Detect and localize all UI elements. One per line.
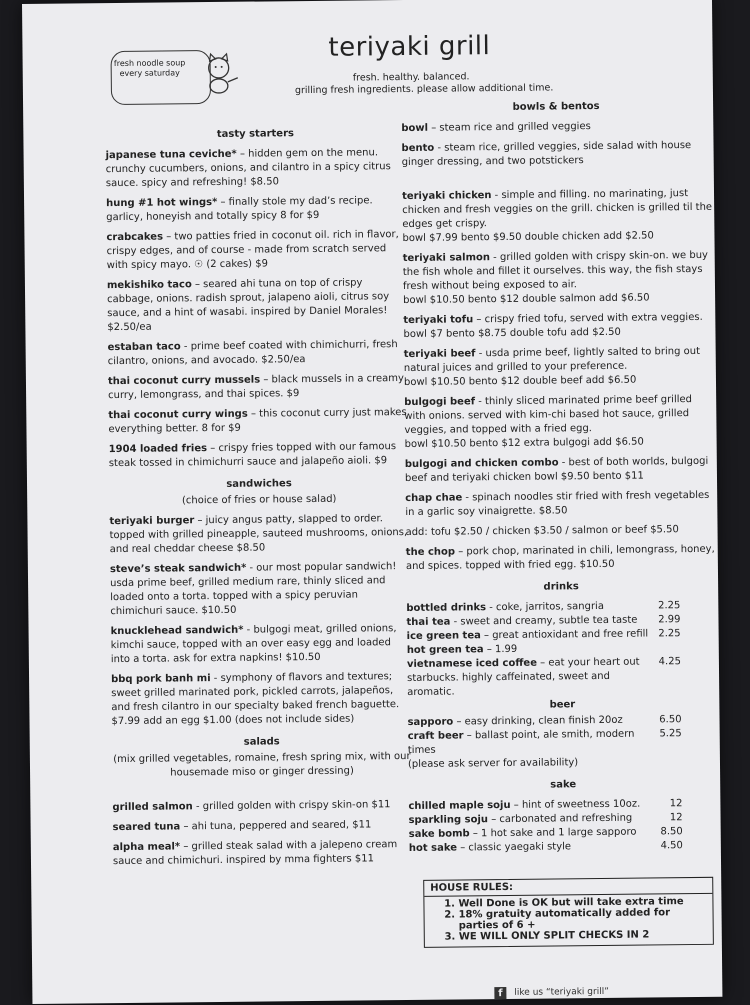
item-description: - simple and filling. no marinating, just chicken and fresh veggies on the grill. chicken is grilled til the edges get crispy. — [402, 188, 713, 231]
section-title-drinks: drinks — [543, 581, 579, 593]
item-description: - symphony of flavors and textures; sweet grilled marinated pork, pickled carrots, jalapeños, and fresh cilantro in our specialty baked french baguette. $7.99 add an egg $1.00 (does not include sides) — [111, 671, 400, 728]
tagline-sub: grilling fresh ingredients. please allow additional time. — [294, 82, 554, 97]
drink-description: – hint of sweetness 10oz. — [510, 798, 641, 811]
item-price: bowl $10.50 bento $12 double beef add $6.50 — [403, 374, 637, 389]
item-description: - grilled golden with crispy skin-on $11 — [192, 799, 391, 813]
drink-name: vietnamese iced coffee — [406, 657, 538, 671]
drink-price — [681, 641, 717, 655]
item-name: steve’s steak sandwich* — [109, 562, 247, 576]
drink-name: chilled maple soju — [408, 799, 511, 812]
item-name: thai coconut curry mussels — [107, 374, 261, 388]
drink-description: – carbonated and refreshing — [487, 812, 633, 826]
drink-description: – great antioxidant and free refill — [480, 628, 649, 642]
item-name: japanese tuna ceviche* — [105, 148, 237, 162]
drink-label — [407, 643, 518, 658]
menu-item — [108, 338, 408, 369]
drink-price: 12 — [669, 812, 683, 824]
drink-price: 2.25 — [658, 600, 681, 612]
tagline: fresh. healthy. balanced. — [352, 71, 470, 84]
item-description: - bulgogi meat, grilled onions, kimchi sauce, topped with an over easy egg and loaded into a torta. ask for extra napkins! $10.50 — [110, 623, 397, 666]
item-price: bowl $10.50 bento $12 double salmon add $6.50 — [403, 292, 650, 307]
drink-item — [407, 655, 717, 700]
menu-item — [113, 818, 413, 835]
section-title-bowls: bowls & bentos — [512, 100, 600, 113]
menu-item: the chop – pork chop, marinated in chili, lemongrass, honey, and spices. topped with fried egg. $10.50 — [405, 543, 715, 573]
addons: add: tofu $2.50 / chicken $3.50 / salmon or beef $5.50 — [405, 524, 679, 539]
item-name: teriyaki salmon — [402, 252, 491, 265]
right-column — [401, 91, 719, 856]
drink-price: 2.99 — [658, 614, 681, 626]
salads-note: (mix grilled vegetables, romaine, fresh spring mix, with our housemade miso or ginger dressing) — [113, 750, 411, 779]
drink-description: – classic yaegaki style — [456, 841, 572, 854]
menu-item — [404, 393, 715, 452]
section-title-beer: beer — [549, 699, 576, 711]
item-price: bowl $10.50 bento $12 extra bulgogi add $6.50 — [404, 436, 644, 451]
item-name: estaban taco — [107, 341, 181, 354]
item-description: - grilled golden with crispy skin-on. we buy the fish whole and fillet it ourselves. this way, the fish stays fresh without being exposed to air. — [402, 249, 709, 293]
drink-label — [409, 840, 571, 856]
menu-item — [106, 228, 406, 273]
house-rule: 2. 18% gratuity automatically added for parties of 6 + — [459, 907, 713, 932]
drink-name: hot green tea — [406, 644, 484, 657]
menu-item — [401, 139, 711, 170]
menu-item — [108, 406, 408, 437]
drink-name: sparkling soju — [408, 814, 489, 826]
saturday-soup-badge: fresh noodle soup every saturday — [110, 50, 211, 105]
menu-item — [405, 489, 715, 520]
item-description: - steam rice, grilled veggies, side salad with house ginger dressing, and two potstickers — [401, 140, 692, 169]
section-title-salads: salads — [243, 736, 280, 748]
drink-label — [409, 826, 637, 842]
section-title-sake: sake — [550, 779, 577, 791]
item-name: thai coconut curry wings — [108, 408, 248, 422]
drink-price: 5.25 — [659, 728, 682, 740]
drink-description: – eat your heart out starbucks. highly caffeinated, sweet and aromatic. — [407, 656, 640, 699]
menu-item — [107, 276, 408, 335]
item-description: – hidden gem on the menu. crunchy cucumbers, onions, and cilantro in a spicy citrus sauce. spicy and refreshing! $8.50 — [105, 147, 391, 190]
drink-label — [407, 627, 649, 644]
item-name: hung #1 hot wings* — [106, 196, 218, 210]
menu-item — [404, 345, 714, 390]
item-description: – finally stole my dad’s recipe. garlicy, honeyish and totally spicy 8 for $9 — [106, 195, 373, 224]
social-text: like us “teriyaki grill” — [514, 986, 609, 998]
item-description: – two patties fried in coconut oil. rich in flavor, crispy edges, and of course - made from scratch served with spicy mayo. ☉ (2 cakes) $9 — [106, 229, 399, 272]
item-name: bbq pork banh mi — [111, 673, 211, 686]
drink-item — [409, 839, 719, 856]
menu-item — [106, 194, 406, 225]
menu-item — [401, 119, 711, 136]
drink-price: 8.50 — [660, 826, 683, 838]
item-description: – ahi tuna, peppered and seared, $11 — [180, 819, 372, 833]
item-description: - prime beef coated with chimichurri, fresh cilantro, onions, and avocado. $2.50/ea — [107, 339, 398, 368]
drink-name: craft beer — [407, 730, 464, 743]
item-name: bowl — [401, 122, 429, 135]
item-name: bulgogi and chicken combo — [404, 457, 559, 471]
house-rules-box — [423, 877, 714, 948]
drink-name: thai tea — [406, 616, 451, 629]
item-description: - thinly sliced marinated prime beef grilled with onions. served with kim-chi based hot sauce, grilled veggies, and topped with a fried egg. — [404, 394, 693, 437]
left-column — [105, 118, 413, 875]
drink-description: – 1.99 — [483, 643, 518, 656]
menu-item — [405, 455, 715, 486]
drink-price: 2.25 — [658, 628, 681, 640]
item-description: – grilled steak salad with a jalepeno cream sauce and chimichuri. inspired by mma fighters $11 — [112, 839, 398, 868]
item-description: - best of both worlds, bulgogi beef and teriyaki chicken bowl $9.50 bento $11 — [404, 455, 709, 485]
item-description: – this coconut curry just makes everything better. 8 for $9 — [108, 406, 407, 436]
drink-label — [408, 727, 660, 758]
house-rules-title: HOUSE RULES: — [424, 878, 712, 897]
item-name: chap chae — [405, 492, 463, 505]
drink-description: - coke, jarritos, sangria — [485, 600, 604, 614]
item-name: teriyaki tofu — [403, 314, 474, 327]
item-description: – steam rice and grilled veggies — [427, 121, 591, 134]
drink-label — [407, 655, 659, 700]
item-price: bowl $7.99 bento $9.50 double chicken add $2.50 — [402, 230, 654, 245]
menu-item — [109, 512, 409, 557]
menu-item — [403, 249, 714, 308]
item-name: teriyaki beef — [403, 348, 476, 361]
menu-item — [109, 440, 409, 471]
house-rule: 3. WE WILL ONLY SPLIT CHECKS IN 2 — [459, 929, 713, 943]
beer-note: (please ask server for availability) — [407, 757, 579, 770]
item-name: teriyaki burger — [109, 515, 195, 528]
menu-item — [111, 670, 412, 729]
item-name: bulgogi beef — [404, 396, 476, 409]
menu-item — [108, 372, 408, 403]
item-description: – seared ahi tuna on top of crispy cabbage, onions. radish sprout, jalapeno aioli, citrus soy sauce, and a hint of wasabi. inspired by Daniel Morales! $2.50/ea — [107, 277, 390, 334]
facebook-icon: f — [494, 987, 506, 999]
item-description: - spinach noodles stir fried with fresh vegetables in a garlic soy vinaigrette. $8.50 — [405, 489, 710, 519]
menu-item — [403, 311, 713, 342]
menu-item — [110, 560, 411, 619]
cat-chef-icon — [201, 52, 241, 96]
section-title-starters: tasty starters — [216, 128, 294, 140]
item-name: bento — [401, 142, 435, 155]
restaurant-title: teriyaki grill — [328, 31, 491, 63]
drink-description: – easy drinking, clean finish 20oz — [453, 714, 623, 728]
house-rule: 1. Well Done is OK but will take extra time — [458, 896, 712, 910]
item-description: – black mussels in a creamy curry, lemongrass, and thai spices. $9 — [108, 373, 405, 402]
drink-name: sapporo — [407, 716, 454, 729]
item-name: knucklehead sandwich* — [110, 624, 244, 638]
item-name: seared tuna — [112, 821, 181, 834]
item-description: – crispy fried tofu, served with extra veggies. — [473, 311, 703, 326]
drink-price: 6.50 — [659, 714, 682, 726]
drink-price: 12 — [669, 798, 683, 810]
item-description: - usda prime beef, lightly salted to bring out natural juices and grilled to your preference. — [403, 345, 701, 375]
item-name: mekishiko taco — [106, 279, 192, 292]
menu-page — [22, 0, 722, 1004]
item-description: – crispy fries topped with our famous steak tossed in chimichurri sauce and jalapeño aioli. $9 — [108, 441, 397, 470]
item-name: alpha meal* — [112, 841, 181, 854]
drink-name: hot sake — [408, 842, 458, 854]
drink-name: ice green tea — [406, 630, 481, 643]
item-name: grilled salmon — [112, 801, 193, 814]
drink-description: – ballast point, ale smith, modern times — [407, 728, 635, 757]
drink-description: – 1 hot sake and 1 large sapporo — [469, 826, 637, 840]
menu-item — [111, 622, 411, 667]
drink-item — [408, 727, 718, 758]
item-description: – juicy angus patty, slapped to order. topped with grilled pineapple, sauteed mushrooms, onions, and real cheddar cheese $8.50 — [109, 513, 408, 556]
item-name: 1904 loaded fries — [108, 443, 208, 456]
drink-price: 4.25 — [658, 656, 681, 668]
menu-item — [402, 187, 713, 246]
menu-item — [106, 146, 406, 191]
menu-item — [113, 838, 413, 869]
item-name: teriyaki chicken — [401, 190, 492, 203]
item-name: crabcakes — [106, 231, 164, 244]
drink-name: sake bomb — [408, 828, 470, 840]
sandwiches-note: (choice of fries or house salad) — [181, 493, 337, 507]
item-description: - our most popular sandwich! usda prime beef, grilled medium rare, thinly sliced and loaded onto a torta. topped with a spicy peruvian chimichuri sauce. $10.50 — [110, 561, 397, 618]
item-price: bowl $7 bento $8.75 double tofu add $2.50 — [403, 326, 621, 341]
section-title-sandwiches: sandwiches — [226, 478, 292, 490]
drink-description: - sweet and creamy, subtle tea taste — [450, 614, 638, 628]
menu-item — [112, 798, 412, 815]
drink-name: bottled drinks — [406, 602, 487, 615]
social-footer — [494, 986, 609, 999]
drink-price: 4.50 — [660, 840, 683, 852]
